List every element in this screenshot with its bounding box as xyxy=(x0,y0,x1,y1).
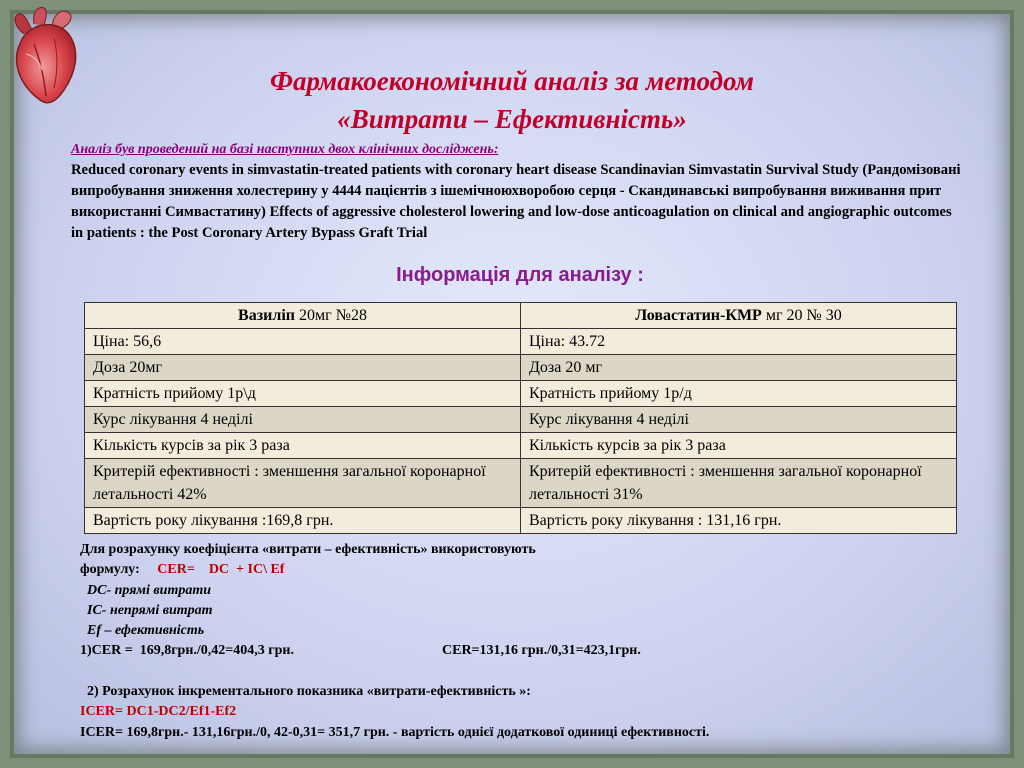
table-header-row xyxy=(85,303,957,329)
title-line-2: «Витрати – Ефективність» xyxy=(337,104,687,134)
spacer xyxy=(80,662,980,682)
ic-definition: IC- непрямі витрат xyxy=(80,602,213,618)
table-row xyxy=(85,355,957,381)
table-row xyxy=(85,381,957,407)
table-row xyxy=(85,508,957,534)
title-line-1: Фармакоекономічний аналіз за методом xyxy=(270,66,754,96)
table-cell: Вартість року лікування :169,8 грн. xyxy=(85,508,521,534)
table-cell: Ціна: 56,6 xyxy=(85,329,521,355)
dc-definition: DC- прямі витрати xyxy=(80,582,212,598)
table-cell: Кількість курсів за рік 3 раза xyxy=(85,433,521,459)
table-cell: Кратність прийому 1р/д xyxy=(521,381,957,407)
info-heading: Інформація для аналізу : xyxy=(396,264,644,286)
formula-intro: Для розрахунку коефіцієнта «витрати – ефективність» використовують xyxy=(80,542,536,557)
icer-result: ICER= 169,8грн.- 131,16грн./0, 42-0,31= 351,7 грн. - вартість однієї додаткової одиниці ефективності. xyxy=(80,724,710,740)
table-cell: Курс лікування 4 неділі xyxy=(85,407,521,433)
icer-formula: ICER= DC1-DC2/Ef1-Ef2 xyxy=(80,704,237,720)
table-cell: Критерій ефективності : зменшення загальної коронарної летальності 31% xyxy=(521,459,957,508)
table-row xyxy=(85,459,957,508)
cer-results: 1)CER = 169,8грн./0,42=404,3 грн. CER=131,16 грн./0,31=423,1грн. xyxy=(80,643,641,659)
table-cell: Вартість року лікування : 131,16 грн. xyxy=(521,508,957,534)
table-cell: Кратність прийому 1р\д xyxy=(85,381,521,407)
icer-heading: 2) Розрахунок інкрементального показника «витрати-ефективність »: xyxy=(80,684,531,700)
table-row xyxy=(85,407,957,433)
table-cell: Доза 20мг xyxy=(85,355,521,381)
comparison-table xyxy=(84,302,957,534)
table-header-vaziplip: Вазиліп 20мг №28 xyxy=(85,303,521,329)
ef-definition: Ef – ефективність xyxy=(80,623,205,639)
intro-text: Reduced coronary events in simvastatin-treated patients with coronary heart disease Scandinavian Simvastatin Survival Study (Рандомізовані випробування зниження холестерину у 4444 пацієнтів з ішемічноюхворобою серця - Скандинавські випробування виживання прит використанні Симвастатину) Effects of aggressive cholesterol lowering and low-dose anticoagulation on clinical and angiographic outcomes in patients : the Post Coronary Artery Bypass Graft Trial xyxy=(71,162,961,241)
table-cell: Ціна: 43.72 xyxy=(521,329,957,355)
table-row xyxy=(85,329,957,355)
subtitle: Аналіз був проведений на базі наступних двох клінічних досліджень: xyxy=(71,142,499,157)
cer-formula: CER= DC + IC\ Ef xyxy=(157,562,285,578)
table-cell: Критерій ефективності : зменшення загальної коронарної летальності 42% xyxy=(85,459,521,508)
table-cell: Кількість курсів за рік 3 раза xyxy=(521,433,957,459)
table-cell: Курс лікування 4 неділі xyxy=(521,407,957,433)
table-cell: Доза 20 мг xyxy=(521,355,957,381)
table-header-lovastatin: Ловастатин-КМР мг 20 № 30 xyxy=(521,303,957,329)
table-row xyxy=(85,433,957,459)
formula-block xyxy=(80,540,980,743)
formula-line: формулу: CER= DC + IC\ Ef xyxy=(80,562,285,578)
